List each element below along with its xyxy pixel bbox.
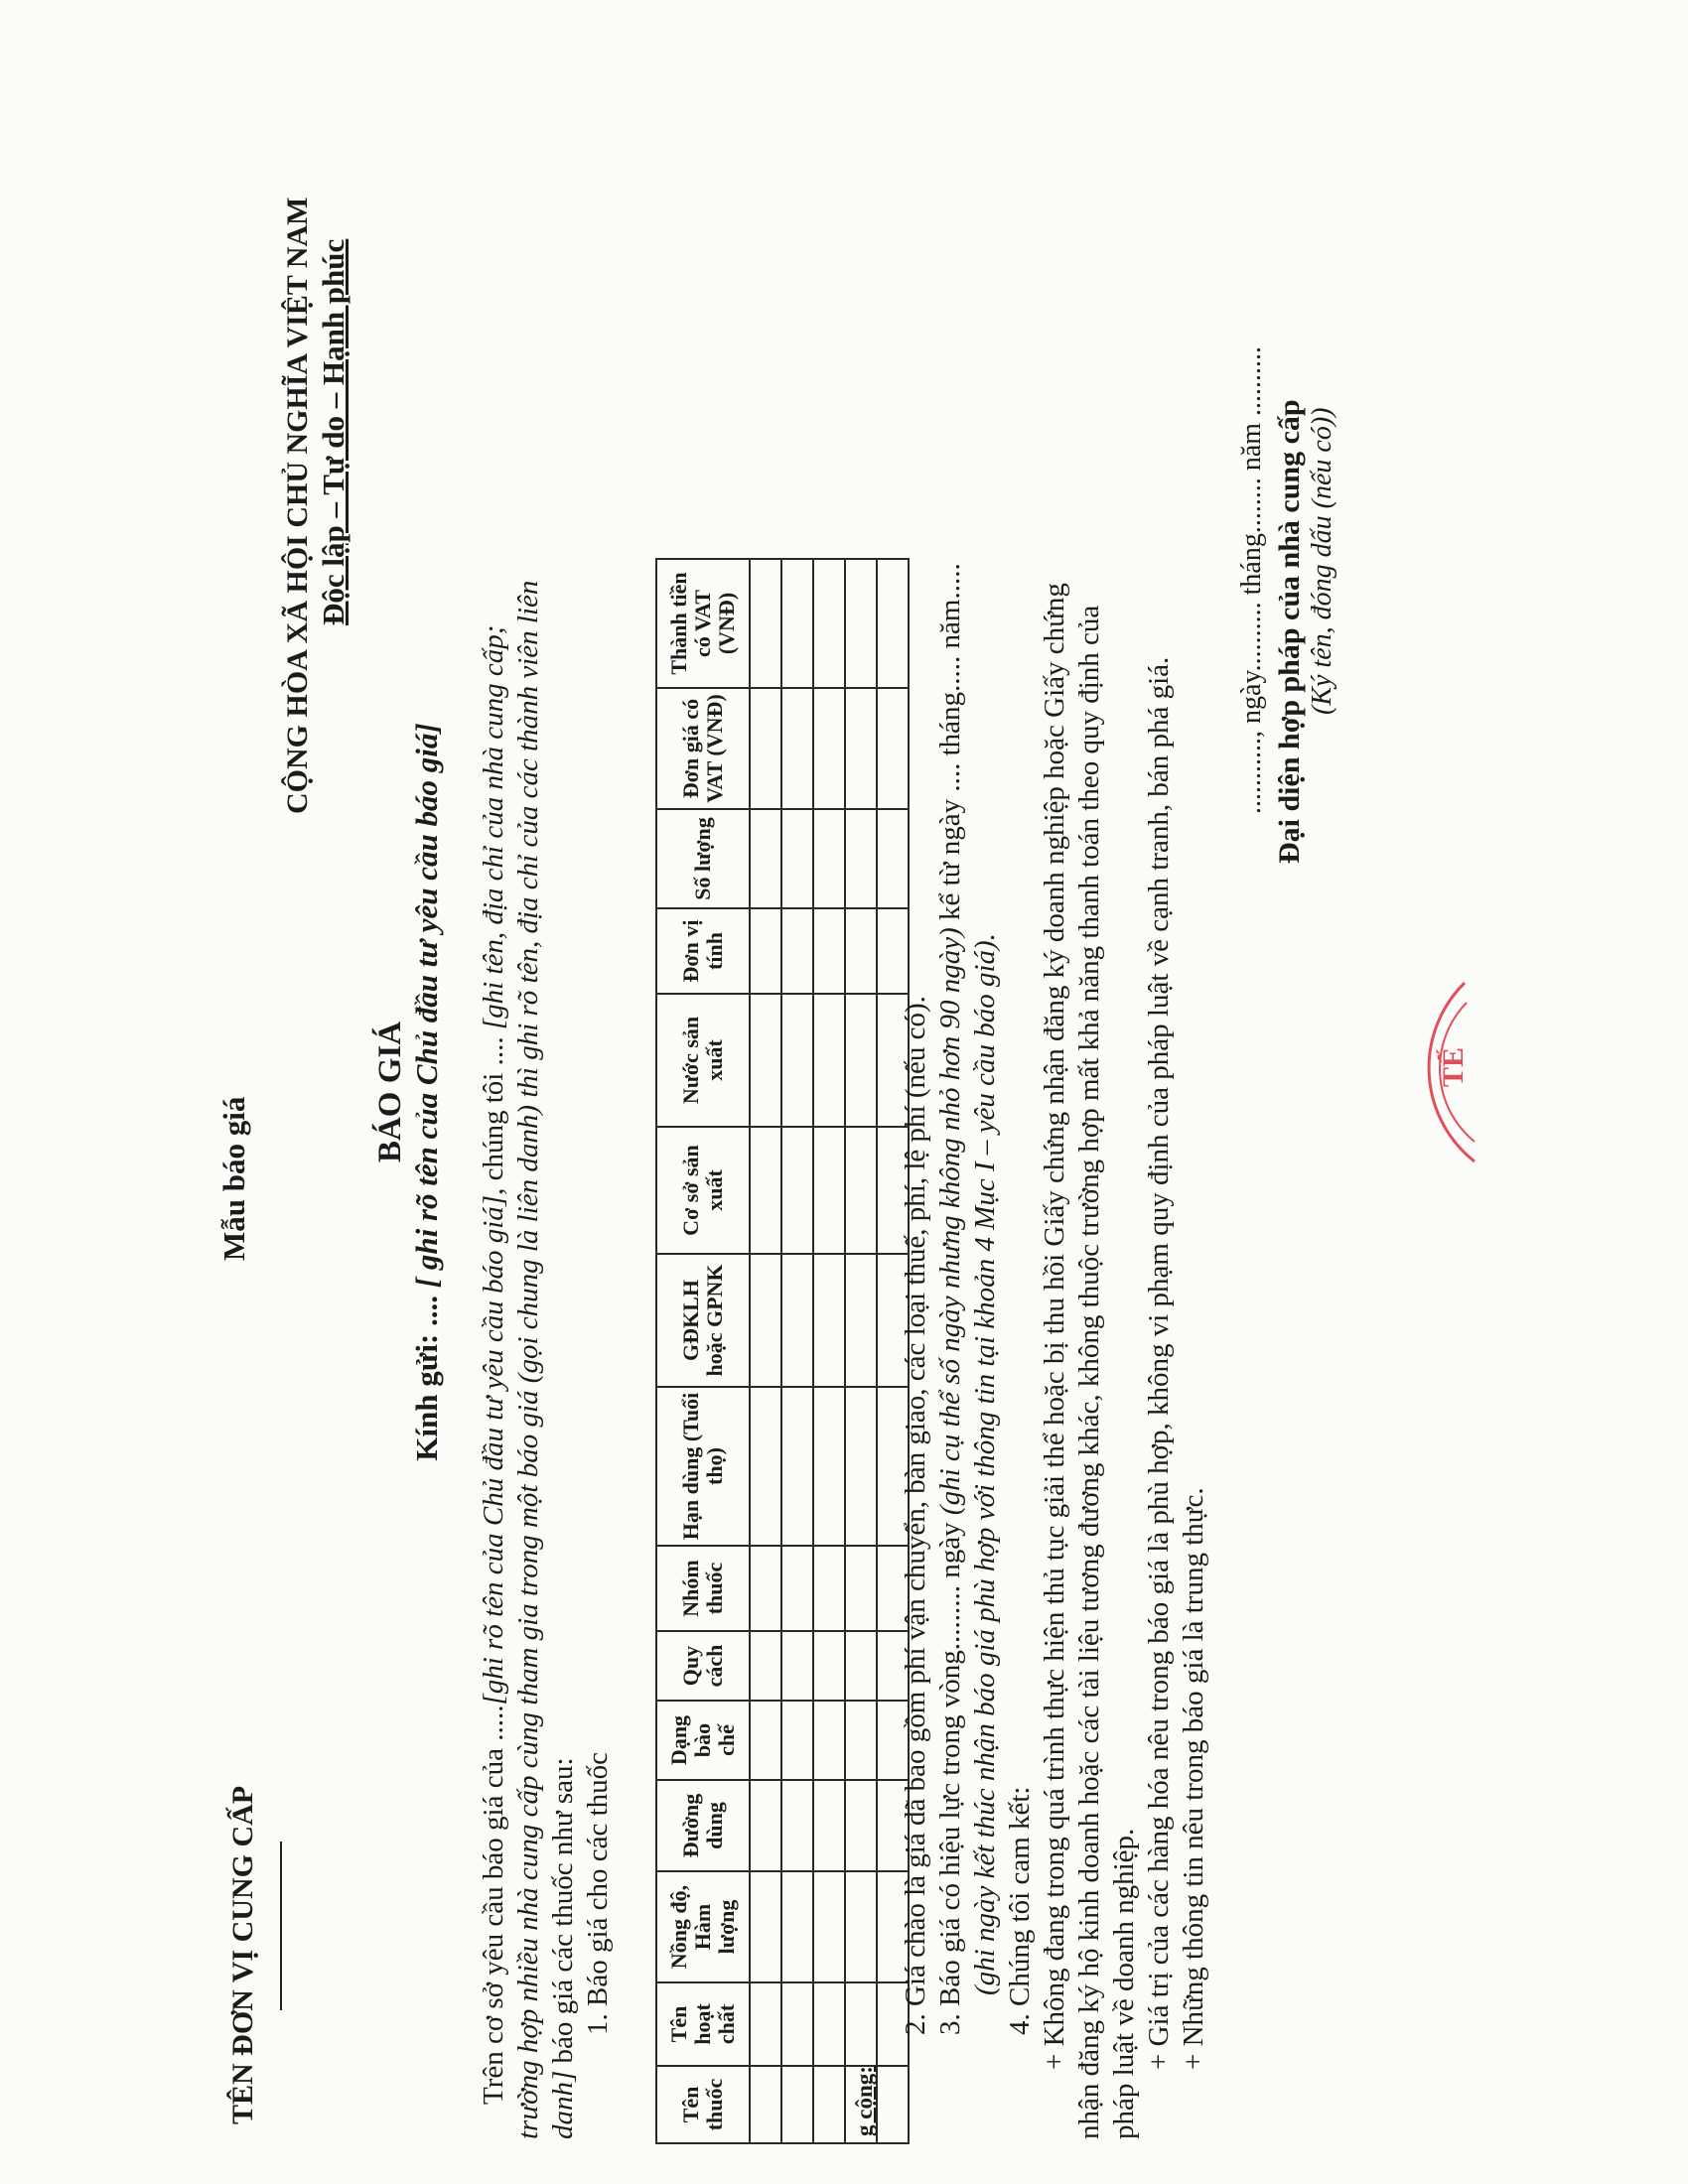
national-motto: Độc lập – Tự do – Hạnh phúc bbox=[316, 238, 351, 625]
table-cell bbox=[781, 1254, 813, 1387]
col-quantity: Số lượng bbox=[656, 809, 750, 908]
table-cell bbox=[845, 1387, 877, 1546]
table-cell bbox=[877, 2066, 909, 2143]
signature-note: (Ký tên, đóng dấu (nếu có)) bbox=[1307, 407, 1337, 715]
col-drug-group: Nhóm thuốc bbox=[656, 1546, 750, 1631]
table-cell bbox=[750, 809, 781, 908]
intro-line-1 bbox=[477, 625, 511, 2105]
intro-text-f: báo giá các thuốc như sau: bbox=[547, 1757, 579, 2071]
commitment-1-cont: nhận đăng ký hộ kinh doanh hoặc các tài liệu tương đương khác, không thuộc trường hợp mất khả năng thanh toán theo quy định của bbox=[1073, 605, 1105, 2139]
table-cell bbox=[781, 559, 813, 688]
table-cell bbox=[781, 1780, 813, 1871]
table-total-label: g cộng: bbox=[852, 2066, 877, 2136]
table-cell bbox=[845, 809, 877, 908]
table-row bbox=[781, 559, 813, 2143]
document-title: BÁO GIÁ bbox=[372, 1021, 408, 1163]
col-drug-name: Tên thuốc bbox=[656, 2066, 750, 2143]
table-cell bbox=[845, 1871, 877, 1982]
commitment-1: + Không đang trong quá trình thực hiện thủ tục giải thể hoặc bị thu hồi Giấy chứng nhận đăng ký doanh nghiệp hoặc Giấy chứng bbox=[1039, 583, 1070, 2070]
intro-text-c: , chúng tôi .... bbox=[478, 1029, 509, 1195]
intro-text-e: danh] bbox=[547, 2070, 579, 2139]
col-manufacturer: Cơ sở sản xuất bbox=[656, 1127, 750, 1254]
col-total: Thành tiền có VAT (VNĐ) bbox=[656, 559, 750, 688]
table-cell bbox=[877, 809, 909, 908]
table-row bbox=[813, 559, 845, 2143]
table-cell bbox=[781, 809, 813, 908]
table-cell bbox=[813, 2066, 845, 2143]
table-cell bbox=[750, 1871, 781, 1982]
col-packaging: Quy cách bbox=[656, 1631, 750, 1701]
table-cell bbox=[845, 994, 877, 1127]
table-row bbox=[750, 559, 781, 2143]
table-cell bbox=[845, 1780, 877, 1871]
table-header-row bbox=[656, 559, 750, 2143]
table-cell bbox=[813, 809, 845, 908]
table-cell bbox=[750, 559, 781, 688]
table-cell bbox=[781, 1701, 813, 1780]
table-cell bbox=[813, 1387, 845, 1546]
form-title: Mẫu báo giá bbox=[216, 1096, 251, 1261]
signature-title: Đại diện hợp pháp của nhà cung cấp bbox=[1273, 399, 1306, 864]
stamp-text: TẾ bbox=[1437, 1046, 1470, 1087]
table-cell bbox=[750, 2066, 781, 2143]
table-cell bbox=[845, 1546, 877, 1631]
table-cell bbox=[813, 1780, 845, 1871]
addressee-line bbox=[409, 0, 445, 2184]
item3-text-c: kể từ ngày .... tháng..... năm..... bbox=[934, 563, 966, 928]
col-unit: Đơn vị tính bbox=[656, 908, 750, 994]
intro-line-2: trường hợp nhiều nhà cung cấp cùng tham gia trong một báo giá (gọi chung là liên danh) thì ghi rõ tên, địa chỉ của các thành viên liên bbox=[512, 580, 544, 2139]
table-cell bbox=[750, 688, 781, 809]
table-cell bbox=[781, 1546, 813, 1631]
addressee-detail: [ ghi rõ tên của Chủ đầu tư yêu cầu báo giá] bbox=[409, 723, 444, 1289]
addressee-prefix: Kính gửi: .... bbox=[409, 1288, 444, 1461]
supplier-name: TÊN ĐƠN VỊ CUNG CẤP bbox=[226, 1785, 259, 2124]
table-cell bbox=[845, 559, 877, 688]
table-cell bbox=[845, 1254, 877, 1387]
list-item-2: 2. Giá chào là giá đã bao gồm phí vận chuyển, bàn giao, các loại thuế, phí, lệ phí (nếu có). bbox=[900, 996, 931, 2035]
table-cell bbox=[813, 908, 845, 994]
table-cell bbox=[845, 908, 877, 994]
table-cell bbox=[845, 1701, 877, 1780]
table-cell bbox=[781, 1982, 813, 2066]
table-cell bbox=[750, 1780, 781, 1871]
table-cell bbox=[781, 1387, 813, 1546]
table-cell bbox=[750, 1254, 781, 1387]
table-cell bbox=[813, 1701, 845, 1780]
item3-text-a: 3. Báo giá có hiệu lực trong vòng......... ngày bbox=[934, 1515, 966, 2035]
intro-text-d: [ghi tên, địa chỉ của nhà cung cấp; bbox=[478, 624, 509, 1030]
table-cell bbox=[813, 1254, 845, 1387]
table-cell bbox=[750, 908, 781, 994]
item3-text-b: (ghi cụ thể số ngày nhưng không nhỏ hơn 90 ngày) bbox=[934, 927, 966, 1516]
table-cell bbox=[750, 1127, 781, 1254]
table-cell bbox=[845, 688, 877, 809]
list-item-4: 4. Chúng tôi cam kết: bbox=[1004, 1786, 1036, 2035]
table-cell bbox=[845, 1127, 877, 1254]
table-cell bbox=[750, 1631, 781, 1701]
intro-text-b: [ghi rõ tên của Chủ đầu tư yêu cầu báo giá] bbox=[478, 1194, 509, 1706]
table-cell bbox=[813, 994, 845, 1127]
commitment-2: + Giá trị của các hàng hóa nêu trong báo giá là phù hợp, không vi phạm quy định của pháp luật về cạnh tranh, bán phá giá. bbox=[1143, 656, 1175, 2070]
national-title: CỘNG HÒA XÃ HỘI CHỦ NGHĨA VIỆT NAM bbox=[281, 197, 314, 814]
table-cell bbox=[781, 1631, 813, 1701]
table-cell bbox=[813, 1546, 845, 1631]
table-cell bbox=[877, 908, 909, 994]
col-unit-price: Đơn giá có VAT (VNĐ) bbox=[656, 688, 750, 809]
red-stamp-seal bbox=[1336, 973, 1484, 1171]
list-item-3-note: (ghi ngày kết thúc nhận báo giá phù hợp với thông tin tại khoản 4 Mục I – yêu cầu báo giá). bbox=[969, 933, 1001, 1995]
table-cell bbox=[781, 688, 813, 809]
col-dosage-form: Dạng bào chế bbox=[656, 1701, 750, 1780]
table-cell bbox=[781, 2066, 813, 2143]
col-route: Đường dùng bbox=[656, 1780, 750, 1871]
table-cell bbox=[845, 1631, 877, 1701]
quote-table bbox=[655, 558, 910, 2144]
table-cell bbox=[813, 1982, 845, 2066]
table-cell bbox=[781, 908, 813, 994]
table-cell bbox=[877, 688, 909, 809]
commitment-3: + Những thông tin nêu trong báo giá là trung thực. bbox=[1178, 1487, 1209, 2070]
supplier-underline bbox=[280, 1842, 282, 2010]
list-item-3 bbox=[933, 563, 968, 2035]
table-cell bbox=[813, 688, 845, 809]
table-cell bbox=[845, 1982, 877, 2066]
list-item-1: 1. Báo giá cho các thuốc bbox=[582, 1751, 614, 2035]
table-cell bbox=[813, 1631, 845, 1701]
col-country: Nước sản xuất bbox=[656, 994, 750, 1127]
col-shelf-life: Hạn dùng (Tuổi thọ) bbox=[656, 1387, 750, 1546]
commitment-1-end: pháp luật về doanh nghiệp. bbox=[1108, 1828, 1140, 2139]
table-cell bbox=[781, 1127, 813, 1254]
table-cell bbox=[781, 994, 813, 1127]
table-row bbox=[845, 559, 877, 2143]
col-registration: GĐKLH hoặc GPNK bbox=[656, 1254, 750, 1387]
table-cell bbox=[781, 1871, 813, 1982]
intro-line-3 bbox=[546, 1757, 581, 2139]
table-cell bbox=[750, 1701, 781, 1780]
table-cell bbox=[750, 1546, 781, 1631]
table-cell bbox=[750, 1982, 781, 2066]
intro-text-a: Trên cơ sở yêu cầu báo giá của ..... bbox=[478, 1705, 509, 2105]
table-cell bbox=[813, 1127, 845, 1254]
col-concentration: Nồng độ, Hàm lượng bbox=[656, 1871, 750, 1982]
table-cell bbox=[813, 1871, 845, 1982]
table-cell bbox=[877, 559, 909, 688]
col-active-ingredient: Tên hoạt chất bbox=[656, 1982, 750, 2066]
table-cell bbox=[813, 559, 845, 688]
table-cell bbox=[750, 994, 781, 1127]
table-cell bbox=[750, 1387, 781, 1546]
signature-date: ..........., ngày.......... tháng........ năm .......... bbox=[1236, 345, 1267, 814]
